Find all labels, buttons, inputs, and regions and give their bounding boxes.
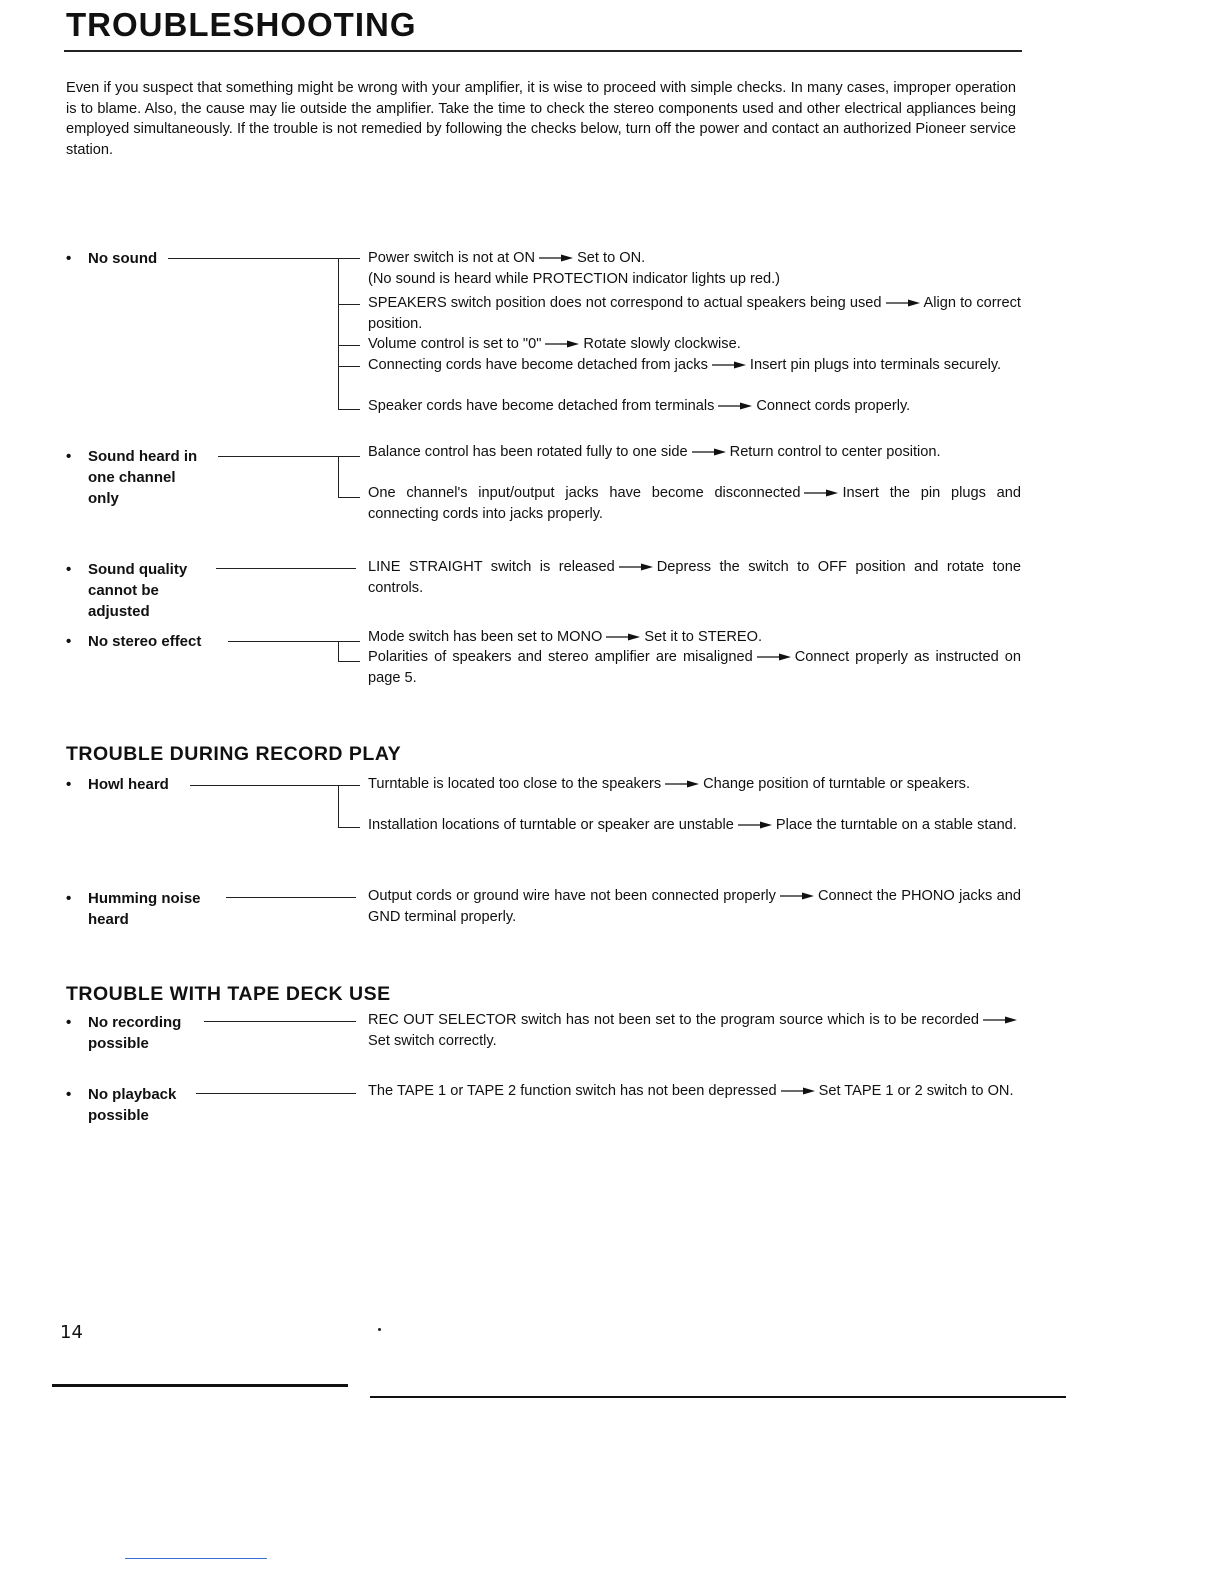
tick-line <box>338 661 360 662</box>
cause-text: Output cords or ground wire have not been connected properly <box>368 888 776 904</box>
remedy-text: Return control to center position. <box>729 444 941 460</box>
connector-line <box>226 897 356 898</box>
arrow-icon <box>780 891 814 901</box>
bullet-icon: • <box>66 561 72 578</box>
tick-line <box>338 785 360 786</box>
cause-item <box>368 1081 1021 1102</box>
remedy-text: Place the turntable on a stable stand. <box>775 817 1017 833</box>
cause-text: Volume control is set to "0" <box>368 336 542 352</box>
symptom-label: Sound heard in one channel only <box>88 448 198 507</box>
symptom-label: No playback possible <box>88 1086 177 1124</box>
remedy-text: Align to correct position. <box>368 295 1021 332</box>
arrow-icon <box>781 1086 815 1096</box>
cause-item <box>368 557 1021 598</box>
title-rule <box>64 50 1022 52</box>
arrow-icon <box>539 253 573 263</box>
tick-line <box>338 345 360 346</box>
connector-line <box>196 1093 356 1094</box>
connector-line <box>218 456 338 457</box>
remedy-text: Depress the switch to OFF position and rotate tone controls. <box>368 559 1021 596</box>
connector-line <box>228 641 338 642</box>
symptom-label: Humming noise heard <box>88 890 201 928</box>
cause-text: LINE STRAIGHT switch is released <box>368 559 615 575</box>
cause-text: Connecting cords have become detached from jacks <box>368 357 708 373</box>
remedy-text: Set it to STEREO. <box>644 629 763 645</box>
tick-line <box>338 827 360 828</box>
connector-line <box>216 568 356 569</box>
footer-rule-blue <box>125 1558 267 1559</box>
arrow-icon <box>983 1015 1017 1025</box>
arrow-icon <box>606 632 640 642</box>
remedy-text: Connect properly as instructed on page 5. <box>368 649 1022 686</box>
cause-text: SPEAKERS switch position does not correspond to actual speakers being used <box>368 295 882 311</box>
cause-text: Speaker cords have become detached from terminals <box>368 398 715 414</box>
cause-note: (No sound is heard while PROTECTION indicator lights up red.) <box>368 270 781 287</box>
bullet-icon: • <box>66 890 72 907</box>
cause-item <box>368 774 1021 795</box>
symptom-label: No sound <box>88 250 158 267</box>
bullet-icon: • <box>66 776 72 793</box>
tick-line <box>338 641 360 642</box>
arrow-icon <box>545 339 579 349</box>
remedy-text: Set switch correctly. <box>368 1032 497 1049</box>
arrow-icon <box>738 820 772 830</box>
cause-text: One channel's input/output jacks have become disconnected <box>368 485 801 501</box>
remedy-text: Rotate slowly clockwise. <box>583 336 741 352</box>
connector-line <box>190 785 338 786</box>
page-number: 14 <box>60 1322 83 1343</box>
bullet-icon: • <box>66 448 72 465</box>
intro-paragraph: Even if you suspect that something might be wrong with your amplifier, it is wise to proceed with simple checks. In many cases, improper operation is to blame. Also, the cause may lie outside the amplifier. Take the time to check the stereo components used and other electrical appliances being employed simultaneously. If the trouble is not remedied by following the checks below, turn off the power and contact an authorized Pioneer service station. <box>66 80 1016 158</box>
symptom-label: Howl heard <box>88 776 169 793</box>
remedy-text: Insert pin plugs into terminals securely. <box>749 357 1002 373</box>
remedy-text: Connect the PHONO jacks and GND terminal properly. <box>368 888 1021 925</box>
cause-item <box>368 293 1021 334</box>
cause-item <box>368 815 1021 836</box>
symptom-label: Sound quality cannot be adjusted <box>88 561 188 620</box>
cause-text: The TAPE 1 or TAPE 2 function switch has not been depressed <box>368 1083 777 1099</box>
arrow-icon <box>886 298 920 308</box>
footer-rule-left <box>52 1384 348 1387</box>
cause-item <box>368 396 1021 417</box>
section-heading-record: TROUBLE DURING RECORD PLAY <box>66 743 402 765</box>
remedy-text: Set to ON. <box>577 250 646 266</box>
footer-rule-right <box>370 1396 1066 1398</box>
cause-item <box>368 334 1021 355</box>
tick-line <box>338 409 360 410</box>
bracket-line <box>338 785 339 827</box>
cause-item <box>368 886 1021 927</box>
cause-item <box>368 483 1021 524</box>
arrow-icon <box>718 401 752 411</box>
tick-line <box>338 258 360 259</box>
arrow-icon <box>757 652 791 662</box>
cause-item <box>368 1010 1021 1051</box>
tick-line <box>338 456 360 457</box>
cause-text: Mode switch has been set to MONO <box>368 629 603 645</box>
arrow-icon <box>692 447 726 457</box>
arrow-icon <box>665 779 699 789</box>
arrow-icon <box>712 360 746 370</box>
bracket-line <box>338 641 339 661</box>
cause-text: Polarities of speakers and stereo amplifier are misaligned <box>368 649 753 665</box>
bracket-line <box>338 456 339 497</box>
cause-item <box>368 627 1021 648</box>
remedy-text: Connect cords properly. <box>756 398 911 414</box>
cause-item <box>368 647 1021 688</box>
symptom-label: No stereo effect <box>88 633 202 650</box>
bullet-icon: • <box>66 1086 72 1103</box>
cause-item <box>368 355 1021 376</box>
arrow-icon <box>804 488 838 498</box>
bullet-icon: • <box>66 1014 72 1031</box>
cause-text: Installation locations of turntable or speaker are unstable <box>368 817 734 833</box>
arrow-icon <box>619 562 653 572</box>
remedy-text: Insert the pin plugs and connecting cords into jacks properly. <box>368 485 1021 522</box>
stray-dot <box>378 1328 381 1331</box>
remedy-text: Set TAPE 1 or 2 switch to ON. <box>818 1083 1014 1099</box>
section-heading-tape: TROUBLE WITH TAPE DECK USE <box>66 983 391 1005</box>
page-title: TROUBLESHOOTING <box>66 6 417 43</box>
cause-item <box>368 442 1021 463</box>
cause-text: Turntable is located too close to the speakers <box>368 776 662 792</box>
cause-item <box>368 248 1021 289</box>
bullet-icon: • <box>66 633 72 650</box>
cause-text: Power switch is not at ON <box>368 250 536 266</box>
remedy-text: Change position of turntable or speakers. <box>703 776 971 792</box>
tick-line <box>338 366 360 367</box>
connector-line <box>204 1021 356 1022</box>
connector-line <box>168 258 338 259</box>
symptom-label: No recording possible <box>88 1014 182 1052</box>
tick-line <box>338 304 360 305</box>
tick-line <box>338 497 360 498</box>
bullet-icon: • <box>66 250 72 267</box>
cause-text: REC OUT SELECTOR switch has not been set to the program source which is to be recorded <box>368 1012 979 1028</box>
cause-text: Balance control has been rotated fully to one side <box>368 444 688 460</box>
bracket-line <box>338 258 339 409</box>
